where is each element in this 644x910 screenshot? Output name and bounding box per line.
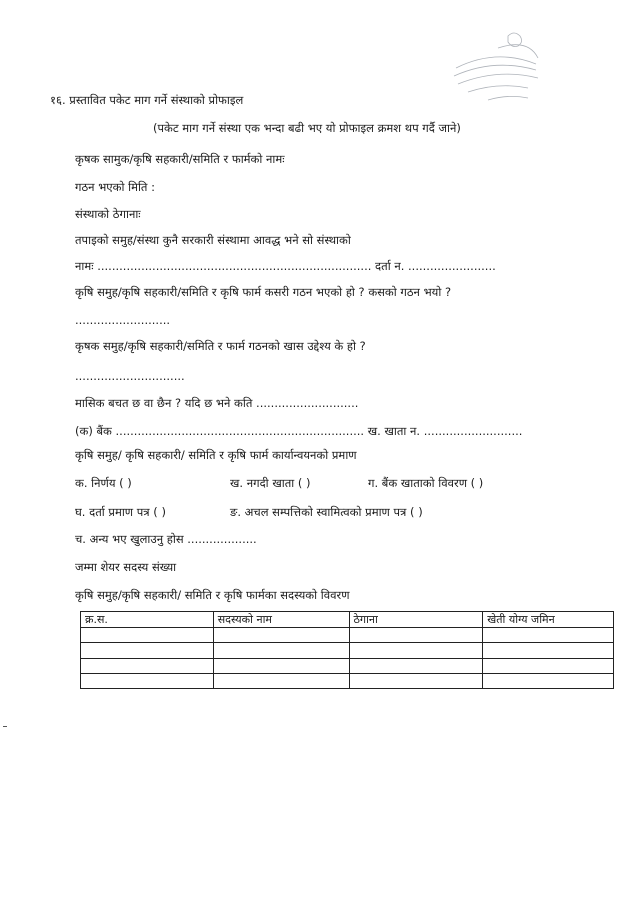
column-header-member-name: सदस्यको नाम — [213, 612, 349, 628]
section-title: १६. प्रस्तावित पकेट माग गर्ने संस्थाको प्रोफाइल — [50, 93, 244, 107]
table-cell — [213, 673, 349, 688]
table-row — [81, 628, 614, 643]
table-cell — [213, 658, 349, 673]
table-row — [81, 658, 614, 673]
address-field: संस्थाको ठेगानाः — [75, 207, 141, 221]
table-cell — [349, 673, 483, 688]
table-cell — [483, 628, 614, 643]
official-seal-stamp — [438, 28, 548, 108]
how-formed-question: कृषि समुह/कृषि सहकारी/समिति र कृषि फार्म कसरी गठन भएको हो ? कसको गठन भयो ? — [75, 285, 452, 299]
affiliation-name-field: नामः ........................................................................... दर्ता न. ........................ — [75, 259, 496, 273]
group-name-field: कृषक सामुक/कृषि सहकारी/समिति र फार्मको नामः — [75, 152, 285, 166]
table-cell — [483, 658, 614, 673]
table-cell — [81, 673, 214, 688]
established-date-field: गठन भएको मिति : — [75, 180, 156, 194]
table-cell — [349, 658, 483, 673]
how-formed-blank: .......................... — [75, 313, 171, 327]
evidence-decision: क. निर्णय ( ) — [75, 476, 132, 490]
evidence-cash-account: ख. नगदी खाता ( ) — [230, 476, 311, 490]
evidence-bank-details: ग. बैंक खाताको विवरण ( ) — [368, 476, 484, 490]
table-cell — [349, 628, 483, 643]
column-header-arable-land: खेती योग्य जमिन — [483, 612, 614, 628]
evidence-registration: घ. दर्ता प्रमाण पत्र ( ) — [75, 505, 166, 519]
table-cell — [483, 673, 614, 688]
instruction-note: (पकेट माग गर्ने संस्था एक भन्दा बढी भए यो प्रोफाइल क्रमश थप गर्दै जाने) — [153, 121, 461, 135]
evidence-other: च. अन्य भए खुलाउनु होस ................... — [75, 532, 257, 546]
table-cell — [81, 658, 214, 673]
purpose-blank: .............................. — [75, 369, 185, 383]
scan-mark — [3, 726, 7, 727]
table-cell — [213, 628, 349, 643]
table-cell — [349, 643, 483, 658]
bank-account-field: (क) बैंक .................................................................... ख. खाता न. ........................... — [75, 424, 523, 438]
purpose-question: कृषक समुह/कृषि सहकारी/समिति र फार्म गठनको खास उद्देश्य के हो ? — [75, 339, 366, 353]
table-row — [81, 643, 614, 658]
evidence-heading: कृषि समुह/ कृषि सहकारी/ समिति र कृषि फार्म कार्यान्वयनको प्रमाण — [75, 448, 357, 462]
total-shares-field: जम्मा शेयर सदस्य संख्या — [75, 560, 177, 574]
column-header-serial: क्र.स. — [81, 612, 214, 628]
column-header-address: ठेगाना — [349, 612, 483, 628]
table-cell — [81, 643, 214, 658]
savings-question: मासिक बचत छ वा छैन ? यदि छ भने कति ............................ — [75, 396, 359, 410]
members-table — [80, 611, 614, 689]
table-header-row — [81, 612, 614, 628]
table-cell — [81, 628, 214, 643]
evidence-property: ङ. अचल सम्पत्तिको स्वामित्वको प्रमाण पत्र ( ) — [230, 505, 423, 519]
members-heading: कृषि समुह/कृषि सहकारी/ समिति र कृषि फार्मका सदस्यको विवरण — [75, 588, 350, 602]
affiliation-field: तपाइको समुह/संस्था कुनै सरकारी संस्थामा आवद्ध भने सो संस्थाको — [75, 233, 351, 247]
table-cell — [213, 643, 349, 658]
table-row — [81, 673, 614, 688]
table-cell — [483, 643, 614, 658]
